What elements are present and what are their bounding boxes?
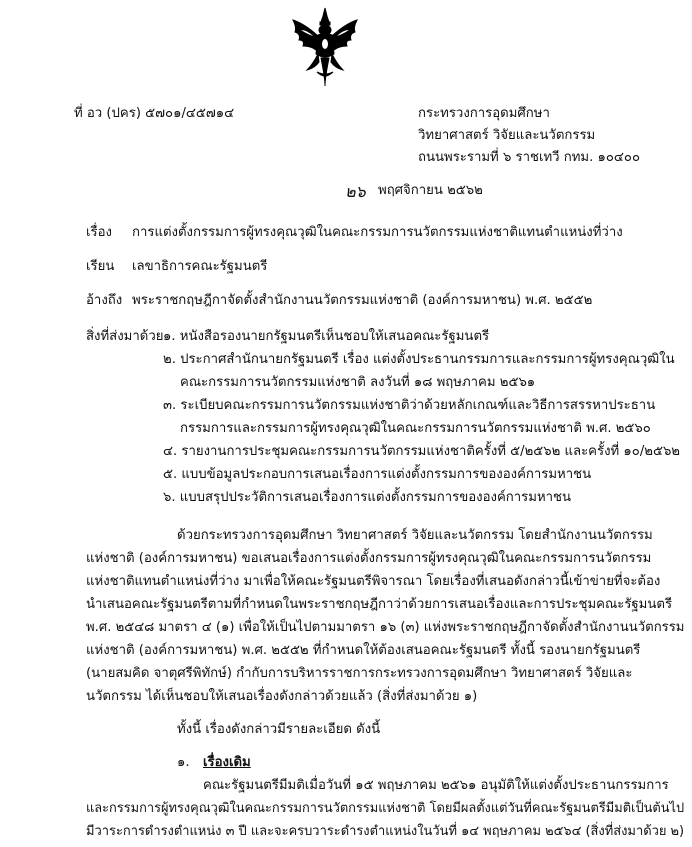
enclosure-item: ๓. ระเบียบคณะกรรมการนวัตกรรมแห่งชาติว่าด้วยหลักเกณฑ์และวิธีการสรรหาประธาน	[163, 398, 656, 413]
section-number: ๑.	[177, 755, 190, 770]
date-month-year: พฤศจิกายน ๒๕๖๒	[378, 183, 483, 198]
enclosure-item: ๒. ประกาศสำนักนายกรัฐมนตรี เรื่อง แต่งตั้งประธานกรรมการและกรรมการผู้ทรงคุณวุฒิใน	[163, 352, 675, 367]
enclosure-item: ๕. แบบข้อมูลประกอบการเสนอเรื่องการแต่งตั้งกรรมการขององค์การมหาชน	[163, 467, 592, 482]
org-line-1: กระทรวงการอุดมศึกษา	[418, 106, 550, 121]
enclosure-item: ๖. แบบสรุปประวัติการเสนอเรื่องการแต่งตั้งกรรมการขององค์การมหาชน	[163, 490, 572, 505]
body-paragraph-line: นวัตกรรม ได้เห็นชอบให้เสนอเรื่องดังกล่าวด้วยแล้ว (สิ่งที่ส่งมาด้วย ๑)	[86, 689, 478, 704]
section-title: เรื่องเดิม	[203, 755, 251, 770]
body-paragraph-line: ด้วยกระทรวงการอุดมศึกษา วิทยาศาสตร์ วิจัยและนวัตกรรม โดยสำนักงานนวัตกรรม	[177, 528, 653, 543]
date-day-handwritten: ๒๖	[345, 182, 366, 201]
body-paragraph-line: (นายสมคิด จาตุศรีพิทักษ์) กำกับการบริหารราชการกระทรวงการอุดมศึกษา วิทยาศาสตร์ วิจัยและ	[86, 666, 633, 681]
to-label: เรียน	[86, 259, 115, 274]
org-line-2: วิทยาศาสตร์ วิจัยและนวัตกรรม	[418, 128, 596, 143]
reference-text: พระราชกฤษฎีกาจัดตั้งสำนักงานนวัตกรรมแห่งชาติ (องค์การมหาชน) พ.ศ. ๒๕๕๒	[132, 293, 593, 308]
body-paragraph-line: พ.ศ. ๒๕๔๘ มาตรา ๔ (๑) เพื่อให้เป็นไปตามมาตรา ๑๖ (๓) แห่งพระราชกฤษฎีกาจัดตั้งสำนักงานนวัตกรรม	[86, 620, 685, 635]
reference-number: ที่ อว (ปคร) ๕๗๐๑/๔๕๗๑๔	[74, 106, 235, 121]
to-text: เลขาธิการคณะรัฐมนตรี	[132, 259, 268, 274]
section-body-line: และกรรมการผู้ทรงคุณวุฒิในคณะกรรมการนวัตกรรมแห่งชาติ โดยมีผลตั้งแต่วันที่คณะรัฐมนตรีมีมติเป็นต้นไป	[86, 801, 685, 816]
enclosure-item: ๑. หนังสือรองนายกรัฐมนตรีเห็นชอบให้เสนอคณะรัฐมนตรี	[163, 329, 490, 344]
enclosure-item-continued: คณะกรรมการนวัตกรรมแห่งชาติ ลงวันที่ ๑๘ พฤษภาคม ๒๕๖๑	[180, 375, 536, 390]
enclosures-label: สิ่งที่ส่งมาด้วย	[86, 329, 164, 344]
subject-text: การแต่งตั้งกรรมการผู้ทรงคุณวุฒิในคณะกรรมการนวัตกรรมแห่งชาติแทนตำแหน่งที่ว่าง	[132, 225, 623, 240]
org-line-3: ถนนพระรามที่ ๖ ราชเทวี กทม. ๑๐๔๐๐	[418, 150, 640, 165]
body-paragraph-line: แห่งชาติแทนตำแหน่งที่ว่าง มาเพื่อให้คณะรัฐมนตรีพิจารณา โดยเรื่องที่เสนอดังกล่าวนี้เข้าข่ายที่จะต้อง	[86, 574, 661, 589]
enclosure-item-continued: กรรมการและกรรมการผู้ทรงคุณวุฒิในคณะกรรมการนวัตกรรมแห่งชาติ พ.ศ. ๒๕๖๐	[180, 421, 651, 436]
body-paragraph-line: นำเสนอคณะรัฐมนตรีตามที่กำหนดในพระราชกฤษฎีกาว่าด้วยการเสนอเรื่องและการประชุมคณะรัฐมนตรี	[86, 597, 673, 612]
reference-label: อ้างถึง	[86, 293, 123, 308]
body-paragraph-line: แห่งชาติ (องค์การมหาชน) พ.ศ. ๒๕๕๒ ที่กำหนดให้ต้องเสนอคณะรัฐมนตรี ทั้งนี้ รองนายกรัฐมนตรี	[86, 643, 641, 658]
section-body-line: มีวาระการดำรงตำแหน่ง ๓ ปี และจะครบวาระดำรงตำแหน่งในวันที่ ๑๔ พฤษภาคม ๒๕๖๔ (สิ่งที่ส่งมาด้วย ๒)	[86, 824, 685, 839]
subject-label: เรื่อง	[86, 225, 112, 240]
enclosure-item: ๔. รายงานการประชุมคณะกรรมการนวัตกรรมแห่งชาติครั้งที่ ๕/๒๕๖๒ และครั้งที่ ๑๐/๒๕๖๒	[163, 444, 681, 459]
section-body-line: คณะรัฐมนตรีมีมติเมื่อวันที่ ๑๕ พฤษภาคม ๒๕๖๑ อนุมัติให้แต่งตั้งประธานกรรมการ	[203, 778, 669, 793]
body-paragraph-line: แห่งชาติ (องค์การมหาชน) ขอเสนอเรื่องการแต่งตั้งกรรมการผู้ทรงคุณวุฒิในคณะกรรมการนวัตกรรม	[86, 551, 652, 566]
garuda-emblem-icon	[291, 6, 359, 88]
body-paragraph-intro: ทั้งนี้ เรื่องดังกล่าวมีรายละเอียด ดังนี้	[177, 722, 381, 737]
